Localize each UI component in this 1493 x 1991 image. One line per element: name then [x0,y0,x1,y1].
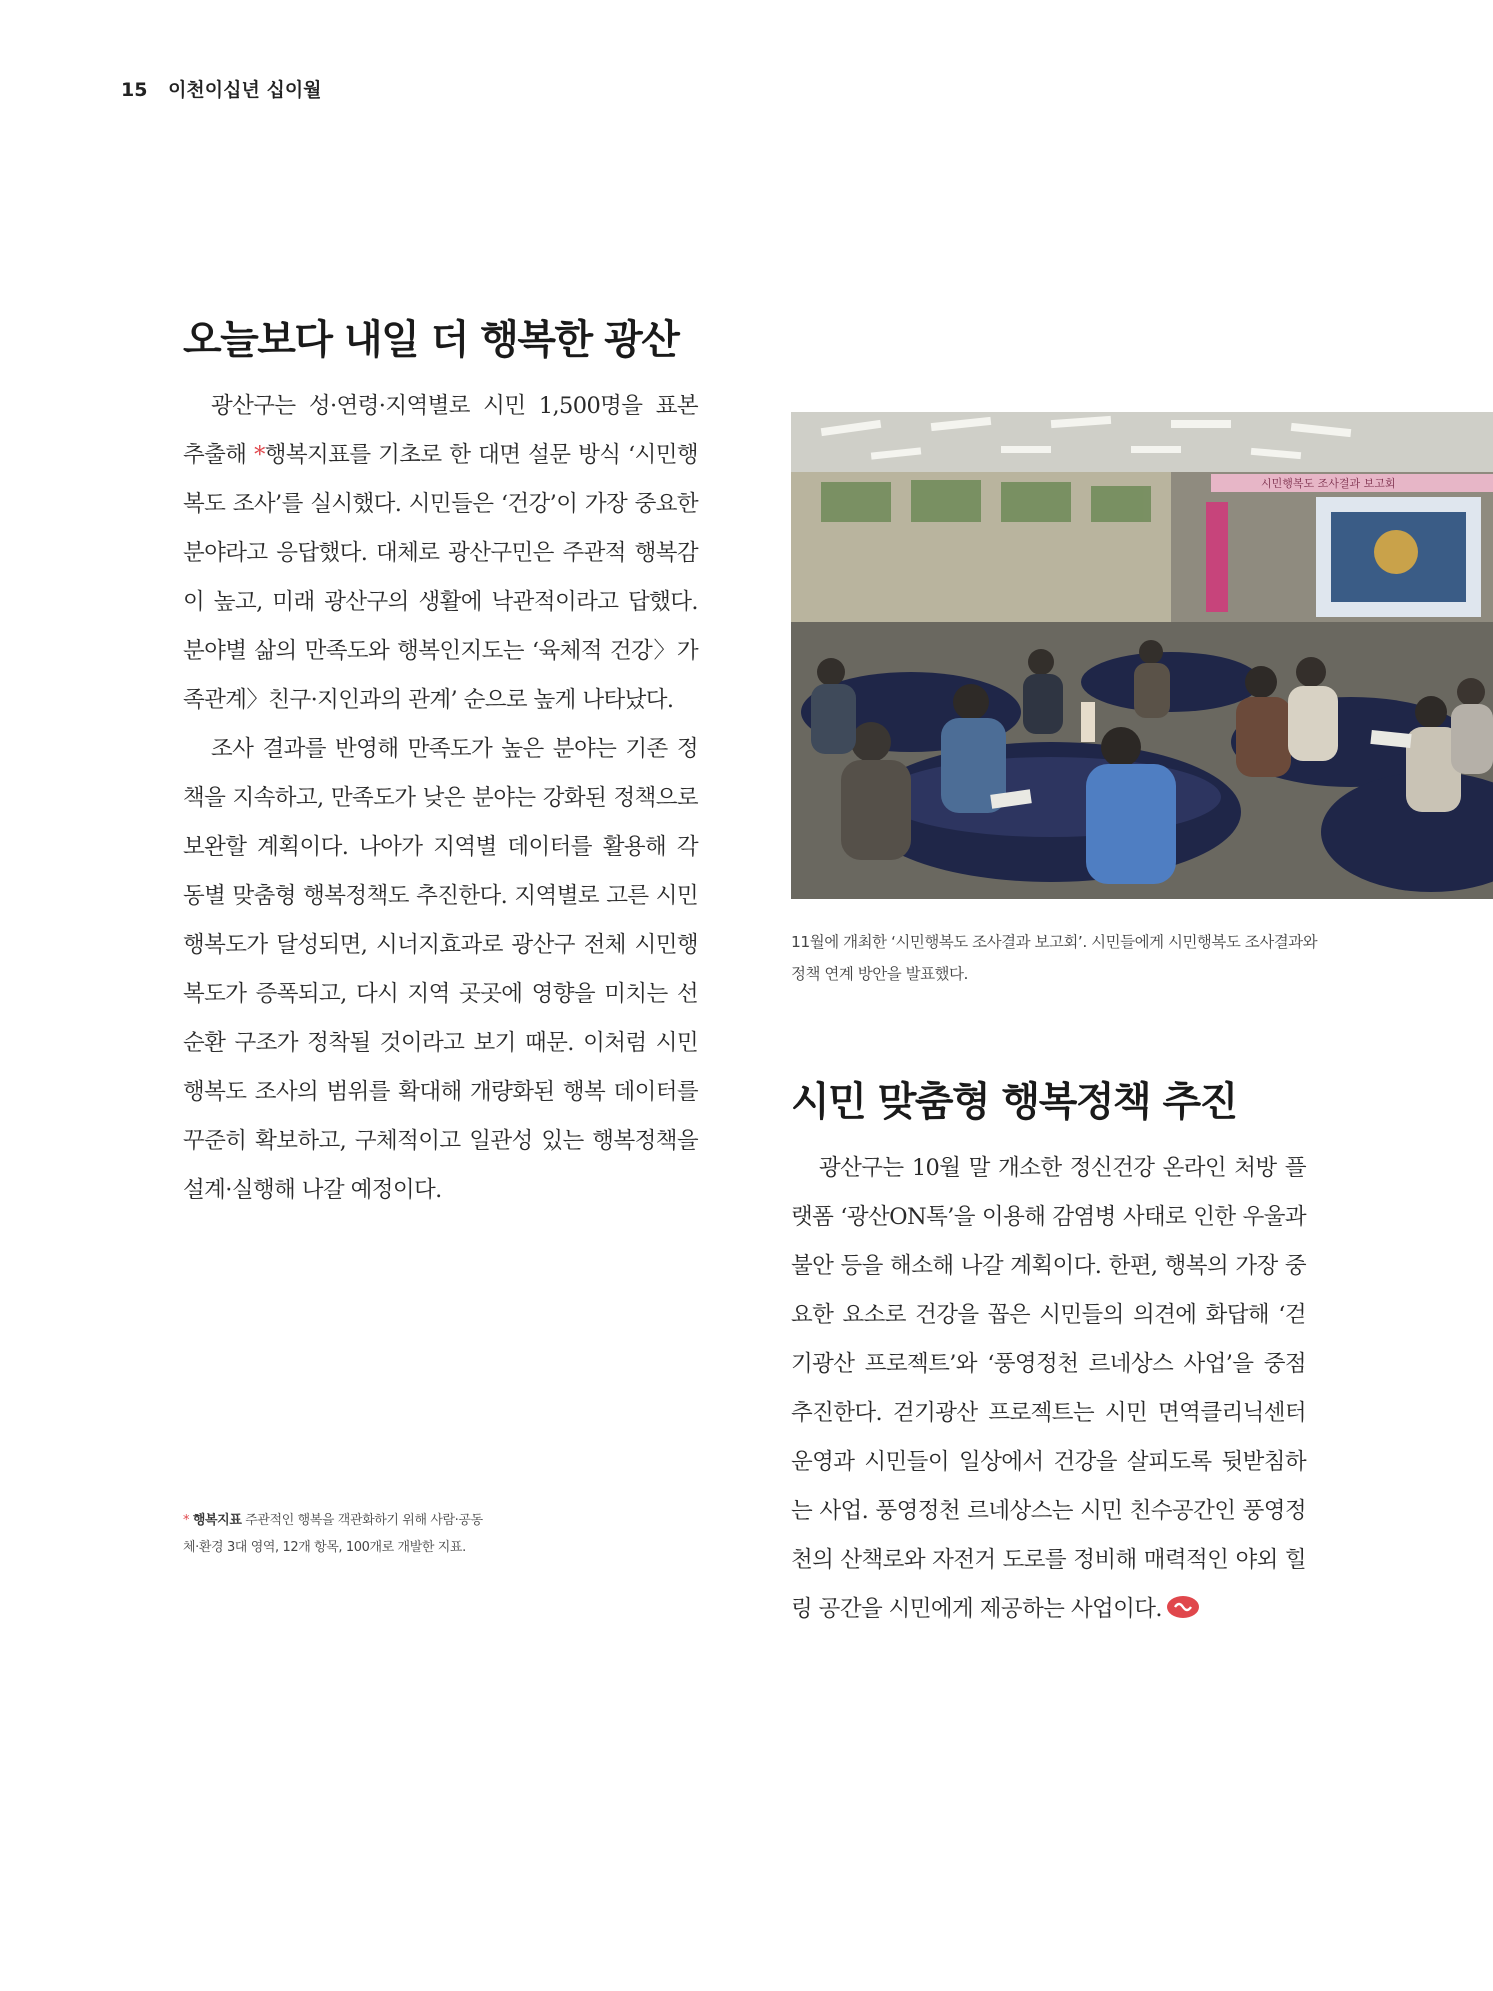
article-body [791,1144,1306,1634]
section-policy [791,1078,1306,1634]
article-body [183,382,698,1215]
paragraph [791,1144,1306,1634]
logo-end-mark-icon [1166,1595,1200,1619]
conference-photo [791,412,1493,899]
section-title: 오늘보다 내일 더 행복한 광산 [183,317,679,363]
conference-photo-icon [791,412,1493,899]
footnote-marker: * [254,442,265,468]
footnote-term: 행복지표 [192,1513,242,1528]
footnote-marker: * [183,1513,190,1528]
section-title: 시민 맞춤형 행복정책 추진 [791,1079,1237,1125]
paragraph [183,382,698,725]
page-header [121,75,322,102]
section-happiness [183,316,698,1215]
photo-caption: 11월에 개최한 ‘시민행복도 조사결과 보고회’. 시민들에게 시민행복도 조사결과와 정책 연계 방안을 발표했다. [791,933,1318,983]
paragraph-text: 광산구는 10월 말 개소한 정신건강 온라인 처방 플랫폼 ‘광산ON톡’을 이용해 감염병 사태로 인한 우울과 불안 등을 해소해 나갈 계획이다. 한편, 행복의 가장 중요한 요소로 건강을 꼽은 시민들의 의견에 화답해 ‘걷기광산 프로젝트’와 ‘풍영정천 르네상스 사업’을 중점 추진한다. 걷기광산 프로젝트는 시민 면역클리닉센터 운영과 시민들이 일상에서 건강을 살피도록 뒷받침하는 사업. 풍영정천 르네상스는 시민 친수공간인 풍영정천의 산책로와 자전거 도로를 정비해 매력적인 야외 힐링 공간을 시민에게 제공하는 사업이다. [791,1155,1306,1622]
paragraph: 조사 결과를 반영해 만족도가 높은 분야는 기존 정책을 지속하고, 만족도가 낮은 분야는 강화된 정책으로 보완할 계획이다. 나아가 지역별 데이터를 활용해 각 동별 맞춤형 행복정책도 추진한다. 지역별로 고른 시민행복도가 달성되면, 시너지효과로 광산구 전체 시민행복도가 증폭되고, 다시 지역 곳곳에 영향을 미치는 선순환 구조가 정착될 것이라고 보기 때문. 이처럼 시민행복도 조사의 범위를 확대해 개량화된 행복 데이터를 꾸준히 확보하고, 구체적이고 일관성 있는 행복정책을 설계·실행해 나갈 예정이다. [183,736,698,1203]
footnote [183,1507,483,1561]
paragraph-text: 광산구는 성·연령·지역별로 시민 1,500명을 표본 추출해 [183,393,698,468]
publication-date: 이천이십년 십이월 [168,79,322,101]
banner-text: 시민행복도 조사결과 보고회 [1261,477,1396,490]
footnote-text: 주관적인 행복을 객관화하기 위해 사람·공동체·환경 3대 영역, 12개 항목, 100개로 개발한 지표. [183,1513,483,1555]
page-number: 15 [121,79,148,101]
paragraph-text: 행복지표를 기초로 한 대면 설문 방식 ‘시민행복도 조사’를 실시했다. 시민들은 ‘건강’이 가장 중요한 분야라고 응답했다. 대체로 광산구민은 주관적 행복감이 높고, 미래 광산구의 생활에 낙관적이라고 답했다. 분야별 삶의 만족도와 행복인지도는 ‘육체적 건강〉가족관계〉친구·지인과의 관계’ 순으로 높게 나타났다. [183,442,699,713]
